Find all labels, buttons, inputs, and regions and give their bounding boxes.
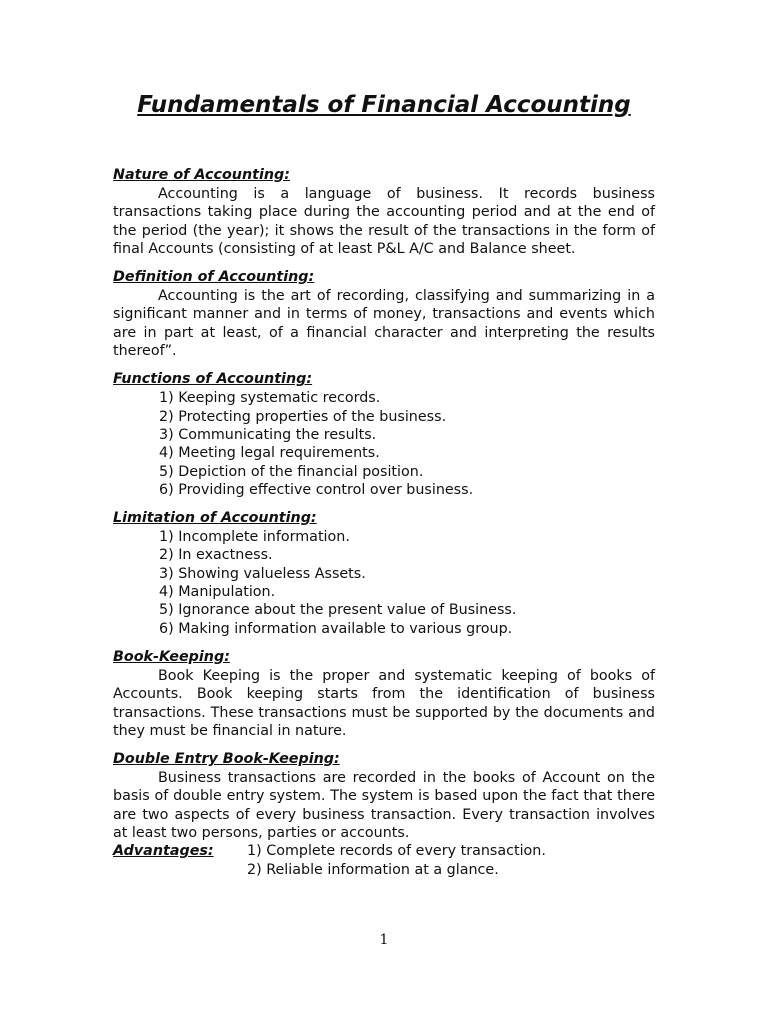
section-heading-functions: Functions of Accounting:	[113, 371, 313, 388]
list-item: 1) Incomplete information.	[159, 529, 350, 546]
list-item: 3) Showing valueless Assets.	[159, 565, 366, 582]
functions-list	[113, 389, 655, 499]
list-item: 1) Complete records of every transaction.	[247, 843, 546, 860]
section-double-entry	[113, 749, 655, 879]
list-item: 2) Reliable information at a glance.	[247, 861, 499, 878]
section-heading-bookkeeping: Book-Keeping:	[113, 648, 230, 665]
list-item: 3) Communicating the results.	[159, 426, 377, 443]
section-definition	[113, 267, 655, 360]
list-item: 6) Providing effective control over business.	[159, 481, 474, 498]
section-heading-limitation: Limitation of Accounting:	[113, 510, 317, 527]
section-functions	[113, 369, 655, 499]
section-text-bookkeeping: Book Keeping is the proper and systematic keeping of books of Accounts. Book keeping starts from the identification of business transactions. These transactions must be supported by the documents and they must be financial in nature.	[113, 667, 655, 739]
list-item: 1) Keeping systematic records.	[159, 390, 381, 407]
section-bookkeeping	[113, 647, 655, 740]
list-item: 4) Manipulation.	[159, 584, 276, 601]
list-item: 2) In exactness.	[159, 547, 273, 564]
advantages-label: Advantages:	[113, 843, 214, 860]
limitation-list	[113, 528, 655, 638]
list-item: 5) Ignorance about the present value of Business.	[159, 602, 517, 619]
document-body	[113, 165, 655, 888]
list-item: 4) Meeting legal requirements.	[159, 445, 380, 462]
list-item: 6) Making information available to various group.	[159, 620, 513, 637]
page-number: 1	[379, 932, 389, 948]
list-item: 2) Protecting properties of the business.	[159, 408, 447, 425]
list-item: 5) Depiction of the financial position.	[159, 463, 424, 480]
section-text-definition: Accounting is the art of recording, classifying and summarizing in a significant manner and in terms of money, transactions and events which are in part at least, of a financial character and interpreting the results thereof”.	[113, 288, 655, 360]
advantages-row	[113, 842, 655, 879]
advantages-list	[247, 842, 546, 879]
section-heading-definition: Definition of Accounting:	[113, 269, 315, 286]
section-limitation	[113, 508, 655, 638]
section-text-double-entry: Business transactions are recorded in the books of Account on the basis of double entry system. The system is based upon the fact that there are two aspects of every business transaction. Every transaction involves at least two persons, parties or accounts.	[113, 770, 655, 842]
section-heading-double-entry: Double Entry Book-Keeping:	[113, 751, 340, 768]
section-heading-nature: Nature of Accounting:	[113, 167, 290, 183]
section-text-nature: Accounting is a language of business. It records business transactions taking place during the accounting period and at the end of the period (the year); it shows the result of the transactions in the form of final Accounts (consisting of at least P&L A/C and Balance sheet.	[113, 186, 655, 257]
page-title: Fundamentals of Financial Accounting	[137, 92, 631, 118]
section-nature	[113, 165, 655, 258]
